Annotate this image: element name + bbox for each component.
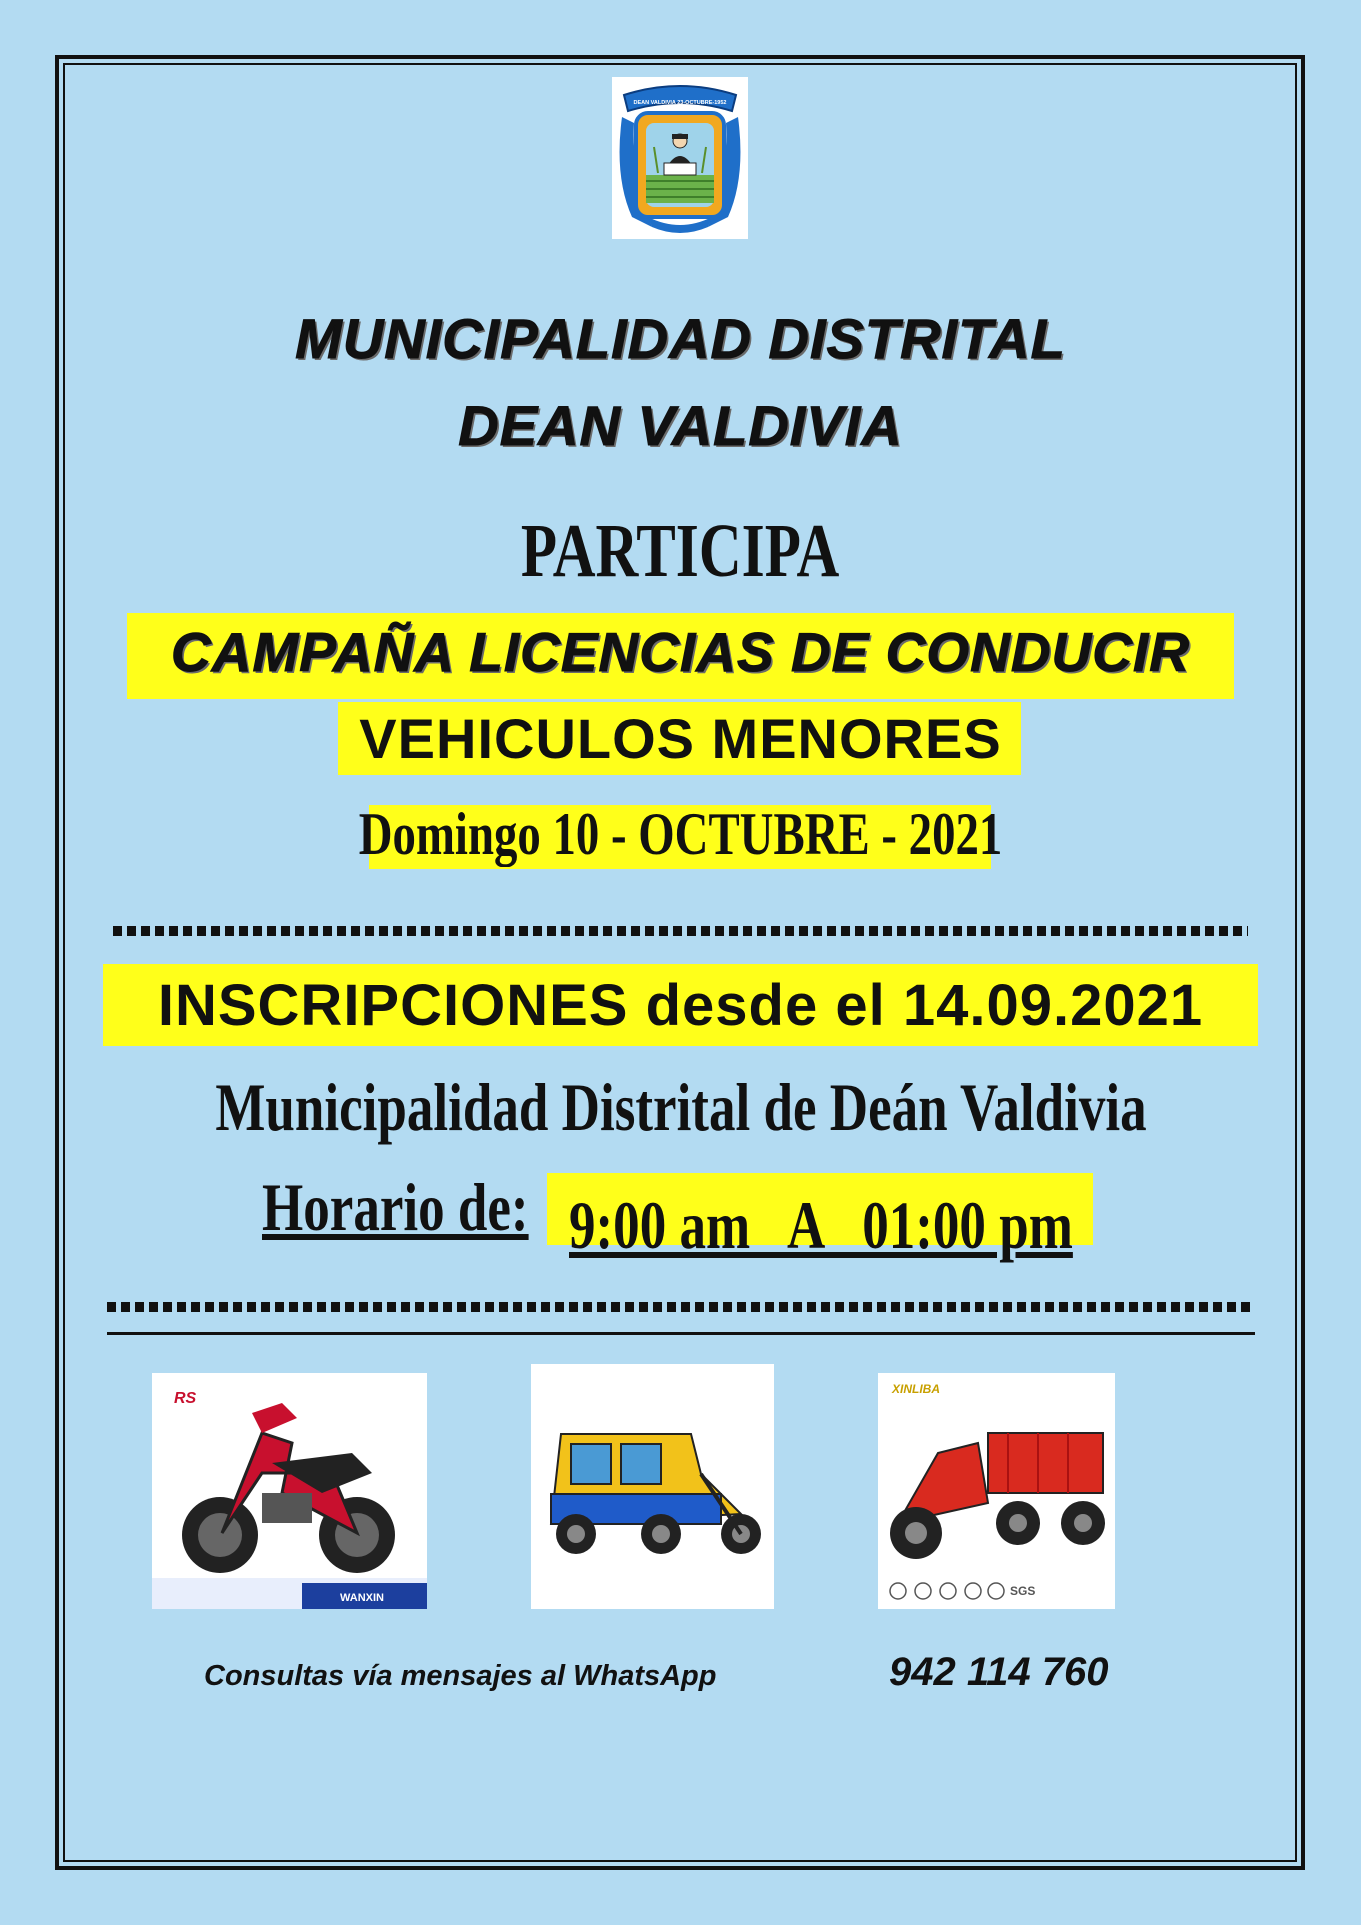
campaign-title: CAMPAÑA LICENCIAS DE CONDUCIR xyxy=(171,621,1190,683)
solid-divider xyxy=(107,1332,1255,1335)
whatsapp-phone-number[interactable]: 942 114 760 xyxy=(889,1650,1109,1694)
tricycle-cert-label: SGS xyxy=(1010,1584,1036,1598)
tricycle-brand-label: XINLIBA xyxy=(892,1382,940,1396)
vehicles-subtitle: VEHICULOS MENORES xyxy=(359,707,1002,770)
participa-heading: PARTICIPA xyxy=(521,509,840,593)
inscripciones-text: INSCRIPCIONES desde el 14.09.2021 xyxy=(157,973,1204,1038)
motorcycle-image xyxy=(152,1373,427,1609)
place-wrap xyxy=(0,1068,1361,1148)
title-line-2: DEAN VALDIVIA xyxy=(458,394,903,457)
participa-heading-wrap xyxy=(0,508,1361,593)
schedule-value-wrap xyxy=(560,1168,1090,1263)
event-date-wrap xyxy=(0,800,1361,870)
motorcycle-badge-label: RS xyxy=(174,1390,197,1407)
schedule-label: Horario de: xyxy=(262,1169,529,1245)
schedule-value: 9:00 am A 01:00 pm xyxy=(568,1187,1073,1263)
registration-place: Municipalidad Distrital de Deán Valdivia xyxy=(214,1069,1147,1145)
cargo-tricycle-image xyxy=(878,1373,1115,1609)
event-date: Domingo 10 - OCTUBRE - 2021 xyxy=(358,801,1003,867)
title-line-1: MUNICIPALIDAD DISTRITAL xyxy=(295,307,1066,370)
mototaxi-image xyxy=(531,1364,774,1609)
logo-banner-text: DEAN VALDIVIA 23-OCTUBRE-1952 xyxy=(633,100,727,106)
schedule-label-wrap xyxy=(262,1168,552,1248)
motorcycle-brand-label: WANXIN xyxy=(340,1592,384,1604)
municipal-coat-of-arms-logo xyxy=(612,77,748,239)
dashed-divider-1 xyxy=(113,926,1248,936)
dashed-divider-2 xyxy=(107,1302,1255,1312)
whatsapp-consult-text: Consultas vía mensajes al WhatsApp xyxy=(204,1660,717,1692)
